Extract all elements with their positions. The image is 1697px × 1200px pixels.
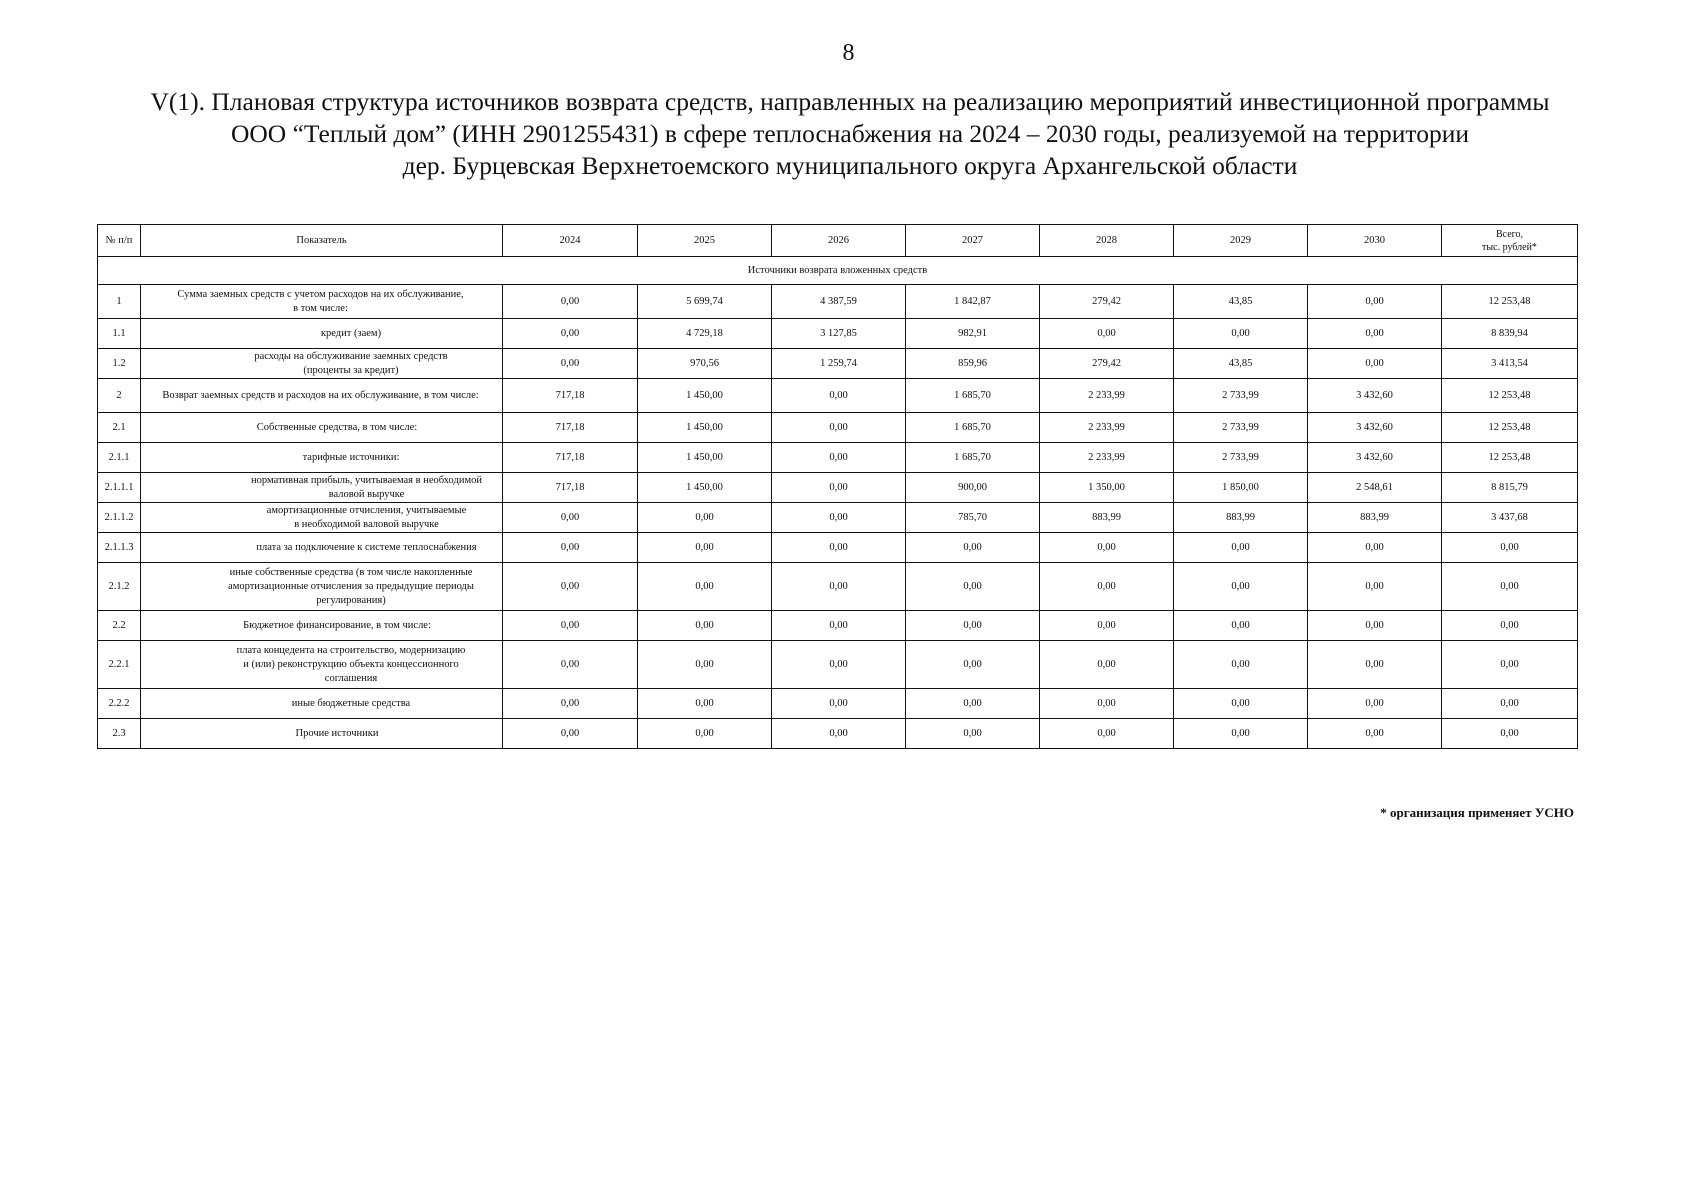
value-2029: 0,00: [1174, 689, 1308, 719]
value-total: 8 815,79: [1442, 473, 1578, 503]
indicator-line: амортизационные отчисления, учитываемые: [266, 504, 467, 516]
indicator-line: Возврат заемных средств и расходов на их обслуживание, в том числе:: [162, 389, 479, 401]
row-number: 1.1: [98, 319, 141, 349]
indicator-line: Бюджетное финансирование, в том числе:: [243, 619, 431, 631]
value-2025: 1 450,00: [638, 473, 772, 503]
indicator-line: валовой выручке: [328, 488, 405, 500]
value-2030: 0,00: [1308, 611, 1442, 641]
value-2025: 4 729,18: [638, 319, 772, 349]
value-2026: 0,00: [772, 503, 906, 533]
indicator-line: амортизационные отчисления за предыдущие периоды: [228, 580, 474, 592]
value-2027: 1 685,70: [906, 379, 1040, 413]
row-indicator: [141, 413, 503, 443]
header-total-line-1: Всего,: [1495, 228, 1524, 240]
title-line-3: дер. Бурцевская Верхнетоемского муниципального округа Архангельской области: [402, 151, 1298, 180]
row-number: 1.2: [98, 349, 141, 379]
value-2029: 0,00: [1174, 563, 1308, 611]
value-2024: 717,18: [503, 413, 638, 443]
value-total: 12 253,48: [1442, 285, 1578, 319]
value-2030: 0,00: [1308, 719, 1442, 749]
value-2028: 2 233,99: [1040, 443, 1174, 473]
row-indicator: [141, 719, 503, 749]
value-2024: 0,00: [503, 563, 638, 611]
value-2026: 0,00: [772, 719, 906, 749]
value-2026: 0,00: [772, 611, 906, 641]
value-2027: 1 842,87: [906, 285, 1040, 319]
footnote: * организация применяет УСНО: [1380, 805, 1574, 820]
value-2029: 0,00: [1174, 641, 1308, 689]
value-2026: 0,00: [772, 473, 906, 503]
row-indicator: [141, 319, 503, 349]
indicator-line: нормативная прибыль, учитываемая в необходимой: [251, 474, 482, 486]
value-2030: 3 432,60: [1308, 443, 1442, 473]
value-2028: 279,42: [1040, 285, 1174, 319]
value-2025: 0,00: [638, 503, 772, 533]
value-2024: 717,18: [503, 443, 638, 473]
value-total: 12 253,48: [1442, 443, 1578, 473]
row-indicator: [141, 503, 503, 533]
indicator-line: плата концедента на строительство, модернизацию: [236, 644, 466, 656]
value-2028: 2 233,99: [1040, 379, 1174, 413]
header-2028: 2028: [1040, 225, 1174, 257]
value-2026: 1 259,74: [772, 349, 906, 379]
indicator-line: кредит (заем): [320, 327, 382, 339]
table-row: [98, 719, 1578, 749]
row-indicator: [141, 689, 503, 719]
value-2027: 900,00: [906, 473, 1040, 503]
value-2028: 0,00: [1040, 641, 1174, 689]
value-2024: 0,00: [503, 285, 638, 319]
value-2028: 0,00: [1040, 689, 1174, 719]
row-number: 1: [98, 285, 141, 319]
value-2024: 0,00: [503, 641, 638, 689]
value-total: 12 253,48: [1442, 413, 1578, 443]
value-2029: 2 733,99: [1174, 379, 1308, 413]
value-2024: 0,00: [503, 719, 638, 749]
value-2027: 0,00: [906, 719, 1040, 749]
header-total: [1442, 225, 1578, 257]
table-row: [98, 443, 1578, 473]
value-2025: 0,00: [638, 533, 772, 563]
table-row: [98, 611, 1578, 641]
table-row: [98, 349, 1578, 379]
indicator-line: Прочие источники: [295, 727, 379, 739]
value-2026: 0,00: [772, 533, 906, 563]
indicator-line: плата за подключение к системе теплоснабжения: [256, 541, 477, 553]
value-2027: 0,00: [906, 641, 1040, 689]
value-total: 0,00: [1442, 563, 1578, 611]
value-total: 0,00: [1442, 533, 1578, 563]
value-total: 8 839,94: [1442, 319, 1578, 349]
page-number: 8: [842, 40, 855, 66]
value-2026: 0,00: [772, 689, 906, 719]
indicator-line: Собственные средства, в том числе:: [256, 421, 418, 433]
row-indicator: [141, 349, 503, 379]
value-2024: 0,00: [503, 503, 638, 533]
value-2027: 0,00: [906, 611, 1040, 641]
value-2029: 43,85: [1174, 285, 1308, 319]
value-total: 3 413,54: [1442, 349, 1578, 379]
value-total: 3 437,68: [1442, 503, 1578, 533]
value-2024: 717,18: [503, 473, 638, 503]
header-indicator: Показатель: [141, 225, 503, 257]
funding-sources-table: [97, 224, 1578, 749]
table-row: [98, 641, 1578, 689]
row-number: 2: [98, 379, 141, 413]
row-indicator: [141, 379, 503, 413]
value-2027: 785,70: [906, 503, 1040, 533]
header-2026: 2026: [772, 225, 906, 257]
value-2030: 2 548,61: [1308, 473, 1442, 503]
value-total: 0,00: [1442, 689, 1578, 719]
value-2030: 3 432,60: [1308, 379, 1442, 413]
value-2026: 3 127,85: [772, 319, 906, 349]
value-2027: 1 685,70: [906, 443, 1040, 473]
value-2028: 0,00: [1040, 563, 1174, 611]
value-2030: 883,99: [1308, 503, 1442, 533]
value-2025: 0,00: [638, 689, 772, 719]
value-2026: 0,00: [772, 563, 906, 611]
indicator-line: иные собственные средства (в том числе накопленные: [229, 566, 473, 578]
header-2024: 2024: [503, 225, 638, 257]
indicator-line: тарифные источники:: [302, 451, 400, 463]
document-title: [60, 86, 1640, 182]
row-number: 2.1.1.3: [98, 533, 141, 563]
title-line-2: ООО “Теплый дом” (ИНН 2901255431) в сфере теплоснабжения на 2024 – 2030 годы, реализуемой на территории: [230, 119, 1470, 148]
value-2025: 0,00: [638, 719, 772, 749]
value-2025: 0,00: [638, 611, 772, 641]
value-2028: 2 233,99: [1040, 413, 1174, 443]
row-indicator: [141, 533, 503, 563]
value-2030: 0,00: [1308, 641, 1442, 689]
indicator-line: иные бюджетные средства: [291, 697, 411, 709]
value-total: 0,00: [1442, 611, 1578, 641]
indicator-line: в необходимой валовой выручке: [294, 518, 439, 530]
value-2024: 0,00: [503, 533, 638, 563]
value-2029: 1 850,00: [1174, 473, 1308, 503]
value-2030: 0,00: [1308, 563, 1442, 611]
value-2029: 43,85: [1174, 349, 1308, 379]
row-number: 2.1.1.2: [98, 503, 141, 533]
row-indicator: [141, 473, 503, 503]
row-indicator: [141, 611, 503, 641]
indicator-line: Сумма заемных средств с учетом расходов на их обслуживание,: [177, 288, 464, 300]
value-2028: 1 350,00: [1040, 473, 1174, 503]
row-number: 2.1.1.1: [98, 473, 141, 503]
value-2027: 0,00: [906, 563, 1040, 611]
value-2025: 0,00: [638, 563, 772, 611]
header-2029: 2029: [1174, 225, 1308, 257]
value-2025: 1 450,00: [638, 379, 772, 413]
value-2028: 883,99: [1040, 503, 1174, 533]
row-number: 2.2: [98, 611, 141, 641]
value-2030: 0,00: [1308, 689, 1442, 719]
row-number: 2.1.1: [98, 443, 141, 473]
section-title: Источники возврата вложенных средств: [98, 257, 1578, 285]
value-2025: 1 450,00: [638, 443, 772, 473]
indicator-line: и (или) реконструкцию объекта концессионного: [243, 658, 459, 670]
value-2030: 3 432,60: [1308, 413, 1442, 443]
table-row: [98, 689, 1578, 719]
value-2028: 0,00: [1040, 719, 1174, 749]
row-indicator: [141, 563, 503, 611]
value-2024: 0,00: [503, 349, 638, 379]
title-line-1: V(1). Плановая структура источников возврата средств, направленных на реализацию мероприятий инвестиционной программы: [150, 87, 1550, 116]
indicator-line: в том числе:: [293, 302, 348, 314]
value-2025: 5 699,74: [638, 285, 772, 319]
value-2028: 0,00: [1040, 319, 1174, 349]
value-2028: 0,00: [1040, 611, 1174, 641]
indicator-line: (проценты за кредит): [303, 364, 399, 376]
value-2024: 717,18: [503, 379, 638, 413]
value-2029: 0,00: [1174, 319, 1308, 349]
value-2024: 0,00: [503, 611, 638, 641]
value-2027: 0,00: [906, 533, 1040, 563]
indicator-line: соглашения: [324, 672, 378, 684]
row-number: 2.2.1: [98, 641, 141, 689]
header-2025: 2025: [638, 225, 772, 257]
table-row: [98, 285, 1578, 319]
value-2028: 279,42: [1040, 349, 1174, 379]
value-2029: 2 733,99: [1174, 443, 1308, 473]
value-2026: 0,00: [772, 641, 906, 689]
value-2026: 0,00: [772, 413, 906, 443]
value-total: 0,00: [1442, 719, 1578, 749]
value-2030: 0,00: [1308, 319, 1442, 349]
value-2027: 859,96: [906, 349, 1040, 379]
row-indicator: [141, 285, 503, 319]
indicator-line: регулирования): [316, 594, 386, 606]
row-number: 2.3: [98, 719, 141, 749]
header-2027: 2027: [906, 225, 1040, 257]
value-2024: 0,00: [503, 689, 638, 719]
table-row: [98, 319, 1578, 349]
row-number: 2.2.2: [98, 689, 141, 719]
table-row: [98, 563, 1578, 611]
value-2030: 0,00: [1308, 533, 1442, 563]
value-2027: 0,00: [906, 689, 1040, 719]
value-2029: 0,00: [1174, 533, 1308, 563]
value-2027: 982,91: [906, 319, 1040, 349]
value-2029: 2 733,99: [1174, 413, 1308, 443]
value-2030: 0,00: [1308, 285, 1442, 319]
value-2030: 0,00: [1308, 349, 1442, 379]
table-row: [98, 503, 1578, 533]
value-2027: 1 685,70: [906, 413, 1040, 443]
header-number: № п/п: [98, 225, 141, 257]
row-number: 2.1: [98, 413, 141, 443]
value-2026: 0,00: [772, 443, 906, 473]
value-2026: 0,00: [772, 379, 906, 413]
value-2028: 0,00: [1040, 533, 1174, 563]
header-2030: 2030: [1308, 225, 1442, 257]
value-2025: 1 450,00: [638, 413, 772, 443]
table-row: [98, 413, 1578, 443]
value-2024: 0,00: [503, 319, 638, 349]
section-row: [98, 257, 1578, 285]
table-row: [98, 379, 1578, 413]
row-indicator: [141, 443, 503, 473]
value-2025: 0,00: [638, 641, 772, 689]
row-number: 2.1.2: [98, 563, 141, 611]
value-2026: 4 387,59: [772, 285, 906, 319]
table-header-row: [98, 225, 1578, 257]
header-total-line-2: тыс. рублей*: [1482, 241, 1537, 253]
value-total: 12 253,48: [1442, 379, 1578, 413]
value-2029: 0,00: [1174, 719, 1308, 749]
value-2025: 970,56: [638, 349, 772, 379]
value-2029: 0,00: [1174, 611, 1308, 641]
indicator-line: расходы на обслуживание заемных средств: [254, 350, 448, 362]
row-indicator: [141, 641, 503, 689]
table-row: [98, 473, 1578, 503]
value-total: 0,00: [1442, 641, 1578, 689]
table-row: [98, 533, 1578, 563]
value-2029: 883,99: [1174, 503, 1308, 533]
